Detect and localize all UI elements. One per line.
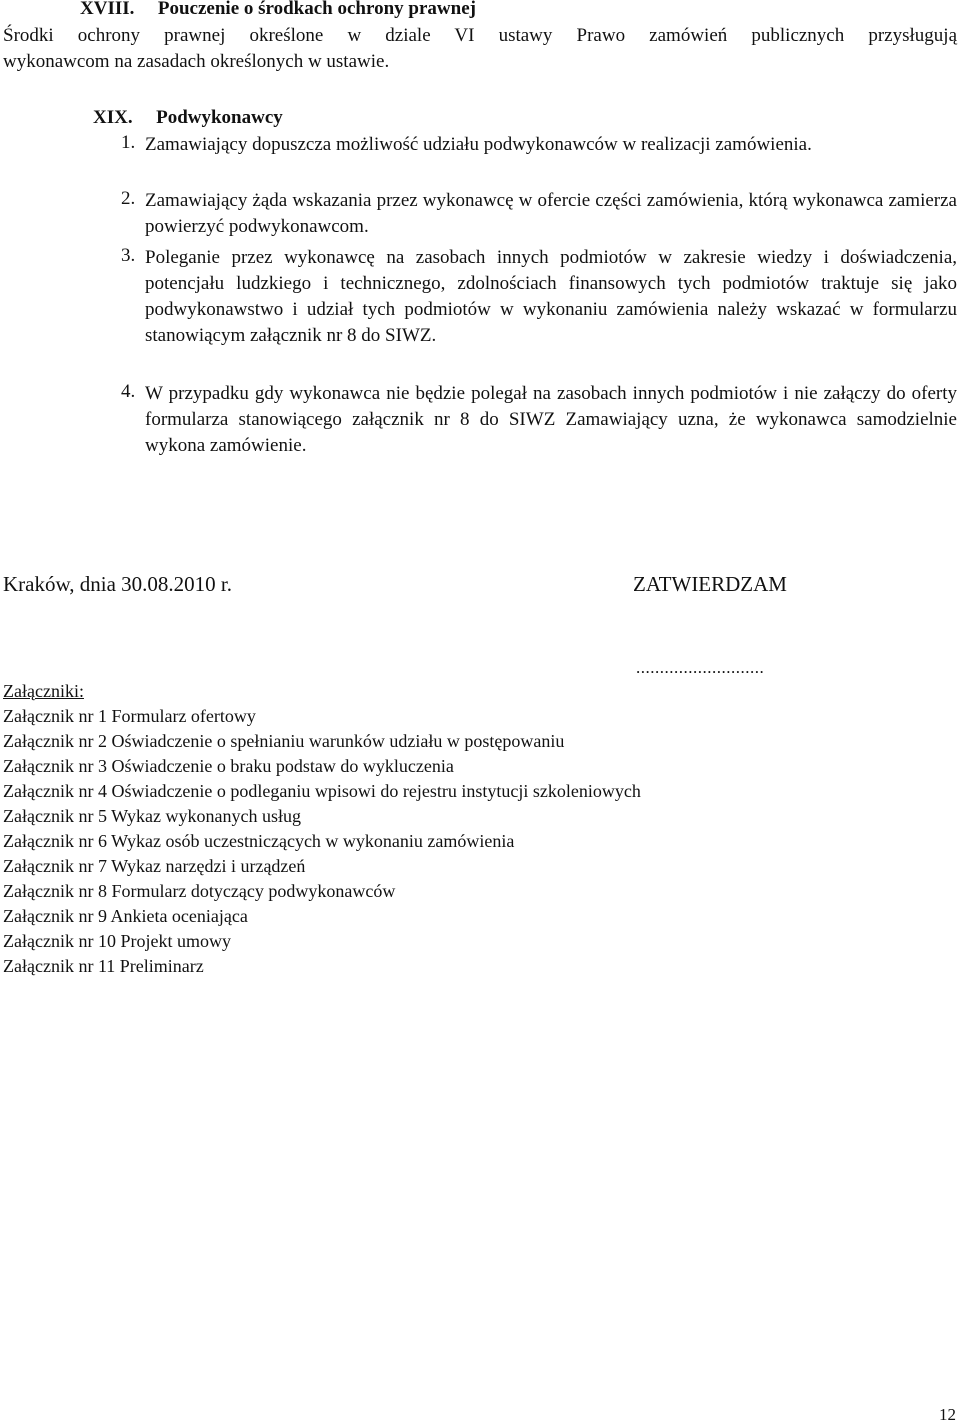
- attachment-item: Załącznik nr 11 Preliminarz: [3, 956, 204, 976]
- section-18-title: Pouczenie o środkach ochrony prawnej: [157, 0, 476, 19]
- list-item-4-text: W przypadku gdy wykonawca nie będzie polegał na zasobach innych podmiotów i nie załączy do oferty formularza stanowiącego załącznik nr 8 do SIWZ Zamawiający uzna, że wykonawca samodzielnie wykona zamówienie.: [145, 383, 957, 456]
- attachment-item: Załącznik nr 2 Oświadczenie o spełnianiu warunków udziału w postępowaniu: [3, 731, 565, 751]
- section-18-body-line-1: Środki ochrony prawnej określone w dziale VI ustawy Prawo zamówień publicznych przysługują: [3, 25, 957, 46]
- signature-line: ...........................: [636, 658, 765, 677]
- attachment-item: Załącznik nr 5 Wykaz wykonanych usług: [3, 806, 301, 826]
- section-18-body-line-2: wykonawcom na zasadach określonych w ustawie.: [3, 51, 390, 72]
- attachment-item: Załącznik nr 1 Formularz ofertowy: [3, 706, 256, 726]
- attachment-item: Załącznik nr 6 Wykaz osób uczestniczących w wykonaniu zamówienia: [3, 831, 515, 851]
- list-item-2-text: Zamawiający żąda wskazania przez wykonawcę w ofercie części zamówienia, którą wykonawca zamierza powierzyć podwykonawcom.: [145, 190, 957, 237]
- list-item-1-text: Zamawiający dopuszcza możliwość udziału podwykonawców w realizacji zamówienia.: [145, 134, 812, 155]
- section-19-number: XIX.: [93, 107, 133, 128]
- attachment-item: Załącznik nr 8 Formularz dotyczący podwykonawców: [3, 881, 396, 901]
- approval-label: ZATWIERDZAM: [633, 572, 787, 596]
- section-19-title: Podwykonawcy: [156, 107, 283, 128]
- section-18-number: XVIII.: [80, 0, 135, 19]
- attachment-item: Załącznik nr 10 Projekt umowy: [3, 931, 231, 951]
- attachment-item: Załącznik nr 3 Oświadczenie o braku podstaw do wykluczenia: [3, 756, 454, 776]
- list-item-2-number: 2.: [121, 188, 136, 209]
- place-and-date: Kraków, dnia 30.08.2010 r.: [3, 572, 233, 596]
- list-item-3-number: 3.: [121, 245, 136, 266]
- attachments-heading: Załączniki:: [3, 681, 84, 701]
- section-19-heading: [93, 107, 283, 129]
- attachment-item: Załącznik nr 9 Ankieta oceniająca: [3, 906, 248, 926]
- list-item-1-number: 1.: [121, 132, 136, 153]
- list-item-4-number: 4.: [121, 381, 136, 402]
- attachment-item: Załącznik nr 7 Wykaz narzędzi i urządzeń: [3, 856, 306, 876]
- page-number: 12: [939, 1405, 956, 1424]
- list-item-3-text: Poleganie przez wykonawcę na zasobach innych podmiotów w zakresie wiedzy i doświadczenia, potencjału ludzkiego i technicznego, zdolnościach finansowych tych podmiotów traktuje się jako podwykonawstwo i udział tych podmiotów w wykonaniu zamówienia należy wskazać w formularzu stanowiącym załącznik nr 8 do SIWZ.: [145, 247, 957, 346]
- attachment-item: Załącznik nr 4 Oświadczenie o podleganiu wpisowi do rejestru instytucji szkoleniowych: [3, 781, 641, 801]
- section-18-heading: [80, 0, 476, 20]
